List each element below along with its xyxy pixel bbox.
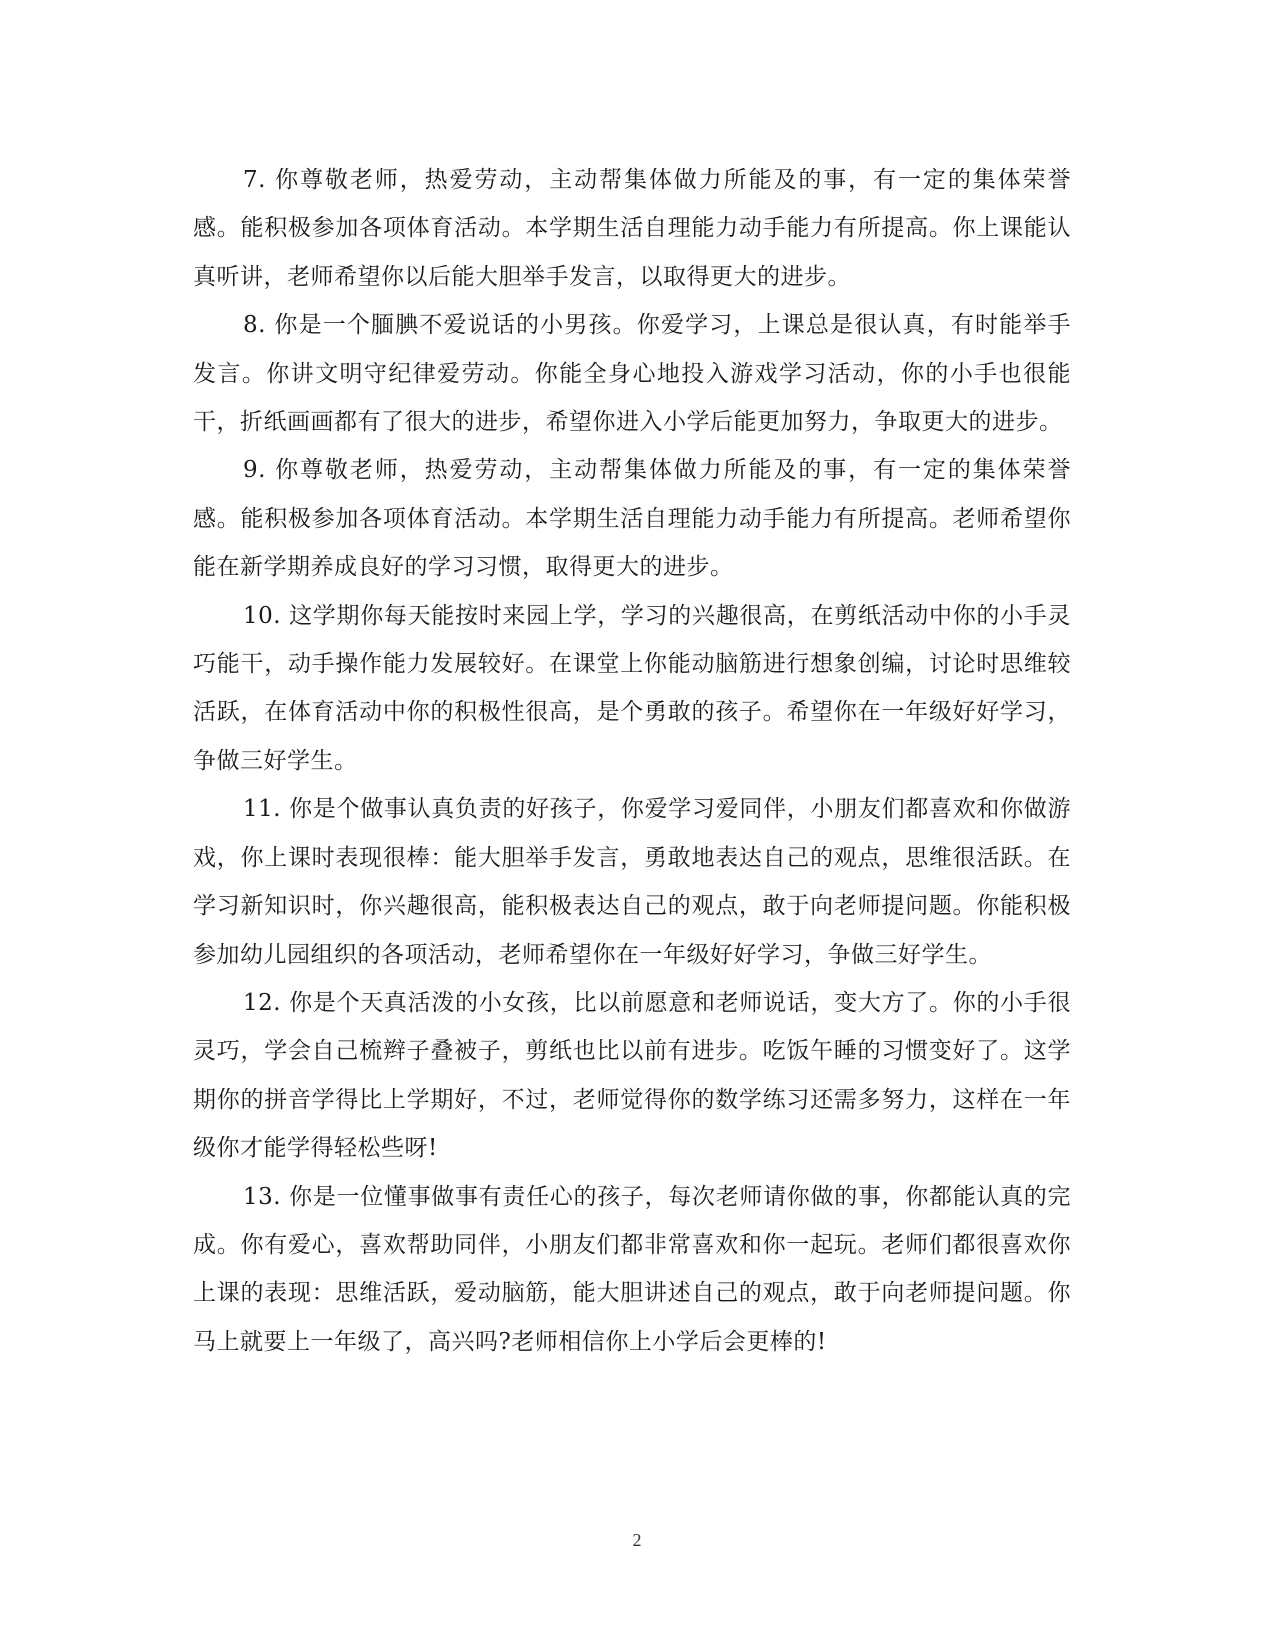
comment-paragraph-8: 8. 你是一个腼腆不爱说话的小男孩。你爱学习，上课总是很认真，有时能举手发言。你讲文明守纪律爱劳动。你能全身心地投入游戏学习活动，你的小手也很能干，折纸画画都有了很大的进步，希望你进入小学后能更加努力，争取更大的进步。 <box>193 312 1071 436</box>
page-number: 2 <box>632 1530 642 1550</box>
comment-paragraph-9: 9. 你尊敬老师，热爱劳动，主动帮集体做力所能及的事，有一定的集体荣誉感。能积极参加各项体育活动。本学期生活自理能力动手能力有所提高。老师希望你能在新学期养成良好的学习习惯，取得更大的进步。 <box>193 457 1071 581</box>
comment-paragraph-12: 12. 你是个天真活泼的小女孩，比以前愿意和老师说话，变大方了。你的小手很灵巧，学会自己梳辫子叠被子，剪纸也比以前有进步。吃饭午睡的习惯变好了。这学期你的拼音学得比上学期好，不过，老师觉得你的数学练习还需多努力，这样在一年级你才能学得轻松些呀! <box>193 989 1071 1162</box>
comment-paragraph-10: 10. 这学期你每天能按时来园上学，学习的兴趣很高，在剪纸活动中你的小手灵巧能干，动手操作能力发展较好。在课堂上你能动脑筋进行想象创编，讨论时思维较活跃，在体育活动中你的积极性很高，是个勇敢的孩子。希望你在一年级好好学习，争做三好学生。 <box>193 602 1071 774</box>
comment-paragraph-13: 13. 你是一位懂事做事有责任心的孩子，每次老师请你做的事，你都能认真的完成。你有爱心，喜欢帮助同伴，小朋友们都非常喜欢和你一起玩。老师们都很喜欢你上课的表现：思维活跃，爱动脑筋，能大胆讲述自己的观点，敢于向老师提问题。你马上就要上一年级了，高兴吗?老师相信你上小学后会更棒的! <box>193 1183 1071 1355</box>
comment-paragraph-11: 11. 你是个做事认真负责的好孩子，你爱学习爱同伴，小朋友们都喜欢和你做游戏，你上课时表现很棒：能大胆举手发言，勇敢地表达自己的观点，思维很活跃。在学习新知识时，你兴趣很高，能积极表达自己的观点，敢于向老师提问题。你能积极参加幼儿园组织的各项活动，老师希望你在一年级好好学习，争做三好学生。 <box>193 796 1071 968</box>
document-body <box>193 156 1071 1366</box>
comment-paragraph-7: 7. 你尊敬老师，热爱劳动，主动帮集体做力所能及的事，有一定的集体荣誉感。能积极参加各项体育活动。本学期生活自理能力动手能力有所提高。你上课能认真听讲，老师希望你以后能大胆举手发言，以取得更大的进步。 <box>193 167 1071 290</box>
